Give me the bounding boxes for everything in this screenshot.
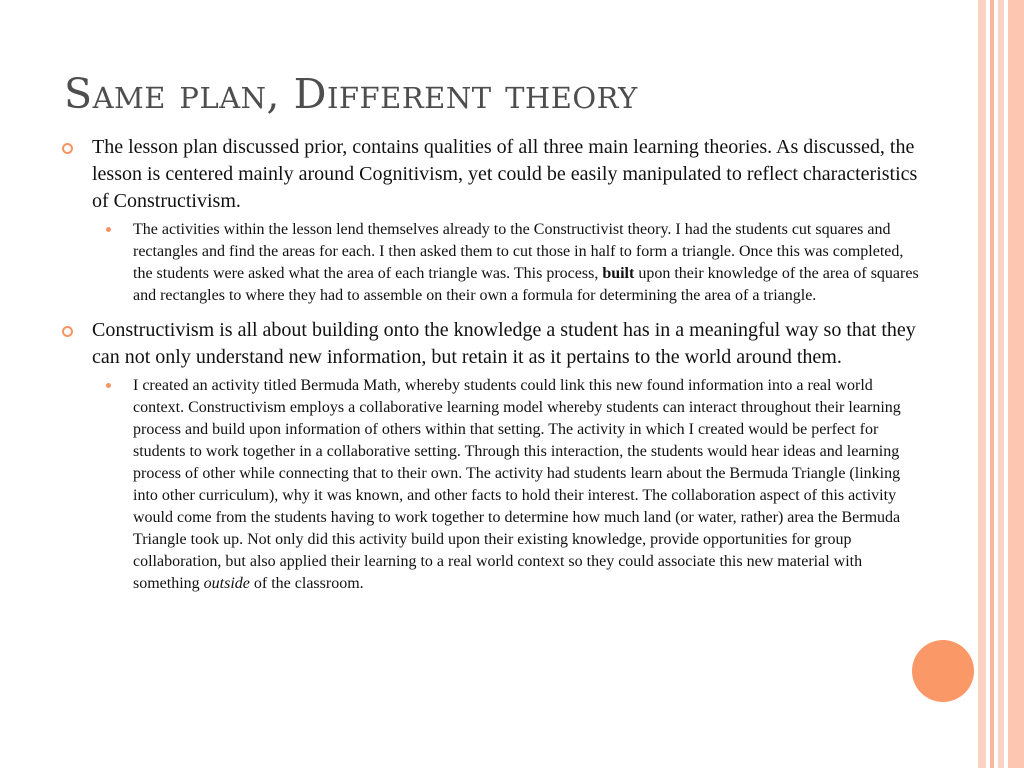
emphasis-italic: outside [203, 575, 250, 592]
bullet-text: Constructivism is all about building onto the knowledge a student has in a meaningful way so that they can not only understand new information, but retain it as it pertains to the world around them. [92, 319, 916, 368]
emphasis-bold: built [602, 265, 635, 282]
sub-bullet-text: The activities within the lesson lend themselves already to the Constructivist theory. I had the students cut squares and rectangles and find the areas for each. I then asked them to cut those in half to form a triangle. Once this was completed, the students were asked what the area of each triangle was. This process, [133, 221, 904, 282]
slide-content [60, 134, 920, 595]
ring-bullet-icon [62, 326, 73, 337]
dot-bullet-icon [106, 227, 111, 232]
slide-title: Same plan, Different theory [64, 70, 638, 118]
decorative-stripe [1008, 0, 1024, 768]
sub-bullet-item [60, 375, 920, 595]
sub-bullet-text: I created an activity titled Bermuda Math, whereby students could link this new found information into a real world context. Constructivism employs a collaborative learning model whereby students can interact throughout their learning process and build upon information of others within that setting. The activity in which I created would be perfect for students to work together in a collaborative setting. Through this interaction, the students would hear ideas and learning process of other while connecting that to their own. The activity had students learn about the Bermuda Triangle (linking into other curriculum), why it was known, and other facts to hold their interest. The collaboration aspect of this activity would come from the students having to work together to determine how much land (or water, rather) area the Bermuda Triangle took up. Not only did this activity build upon their existing knowledge, provide opportunities for group collaboration, but also applied their learning to a real world context so they could associate this new material with something [133, 377, 901, 592]
decorative-stripe [990, 0, 994, 768]
decorative-stripe [998, 0, 1004, 768]
sub-bullet-text: of the classroom. [253, 575, 364, 592]
sub-bullet-text: upon their knowledge of the area of squares and rectangles to where they had to assemble on their own a formula for determining the area of a triangle. [133, 265, 919, 304]
bullet-item [60, 134, 920, 215]
decorative-stripe [978, 0, 986, 768]
ring-bullet-icon [62, 143, 73, 154]
decorative-circle [912, 640, 974, 702]
sub-bullet-item [60, 219, 920, 307]
dot-bullet-icon [106, 383, 111, 388]
bullet-text: The lesson plan discussed prior, contains qualities of all three main learning theories. As discussed, the lesson is centered mainly around Cognitivism, yet could be easily manipulated to reflect characteristics of Constructivism. [92, 136, 918, 212]
bullet-item [60, 317, 920, 371]
